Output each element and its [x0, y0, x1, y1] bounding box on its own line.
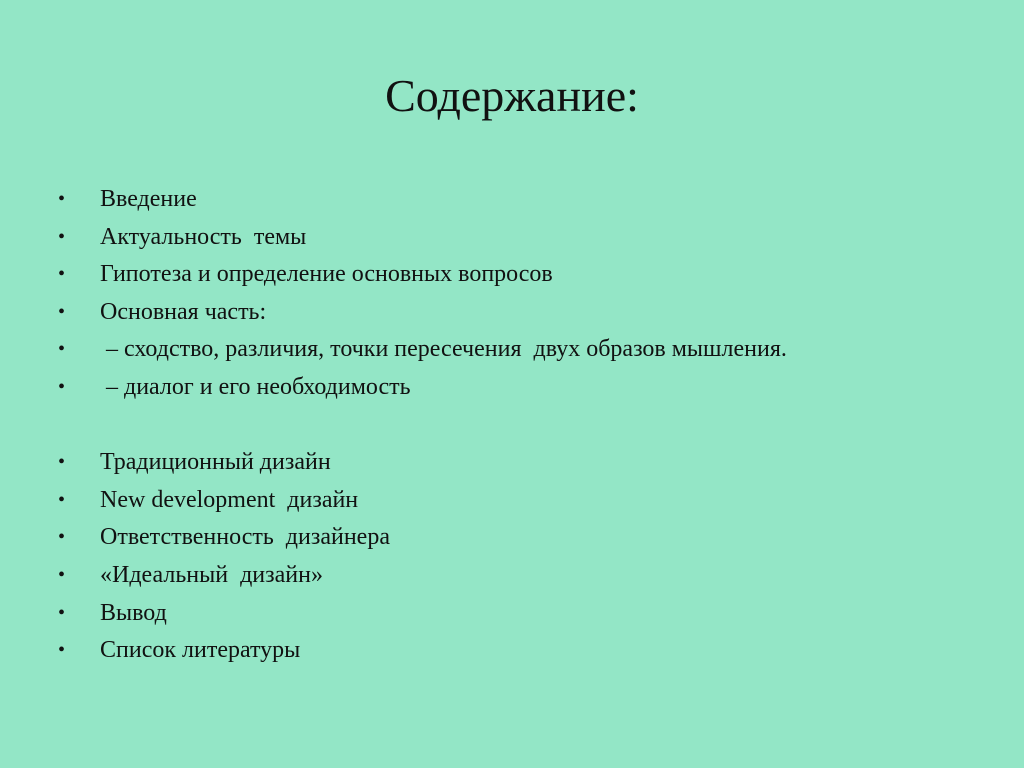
- bullet-icon: •: [58, 188, 66, 210]
- list-item: [58, 632, 787, 670]
- list-item-text: Вывод: [100, 599, 167, 626]
- bullet-icon: •: [58, 225, 66, 248]
- list-item: [58, 519, 787, 557]
- contents-list: [58, 181, 787, 670]
- list-item-text: Введение: [100, 186, 197, 212]
- bullet-icon: •: [58, 639, 66, 662]
- list-item: [58, 294, 787, 332]
- list-item: [58, 595, 787, 633]
- list-item: [58, 557, 787, 595]
- list-item-text: Традиционный дизайн: [100, 449, 331, 476]
- bullet-icon: •: [58, 526, 66, 549]
- list-item: [58, 331, 787, 369]
- list-item: [58, 219, 787, 257]
- bullet-icon: •: [58, 488, 66, 511]
- bullet-icon: •: [58, 375, 66, 398]
- slide-title: Содержание:: [385, 70, 639, 121]
- list-item-text: – сходство, различия, точки пересечения двух образов мышления.: [100, 336, 787, 363]
- list-item-text: – диалог и его необходимость: [100, 373, 411, 400]
- bullet-icon: •: [58, 263, 66, 286]
- bullet-icon: •: [58, 601, 66, 624]
- list-item-text: Ответственность дизайнера: [100, 524, 390, 551]
- list-item-text: Список литературы: [100, 637, 301, 664]
- bullet-icon: •: [58, 563, 66, 586]
- bullet-icon: •: [58, 300, 66, 323]
- spacer: [58, 407, 787, 445]
- list-item-text: New development дизайн: [100, 486, 359, 513]
- list-item-text: Актуальность темы: [100, 223, 307, 250]
- list-item: [58, 444, 787, 482]
- list-item-text: Гипотеза и определение основных вопросов: [100, 261, 553, 288]
- list-item: [58, 181, 787, 219]
- list-item-text: Основная часть:: [100, 298, 267, 325]
- list-item: [58, 369, 787, 407]
- bullet-icon: •: [58, 451, 66, 474]
- bullet-icon: •: [58, 338, 66, 361]
- list-item: [58, 256, 787, 294]
- list-item: [58, 482, 787, 520]
- list-item-text: «Идеальный дизайн»: [100, 561, 323, 588]
